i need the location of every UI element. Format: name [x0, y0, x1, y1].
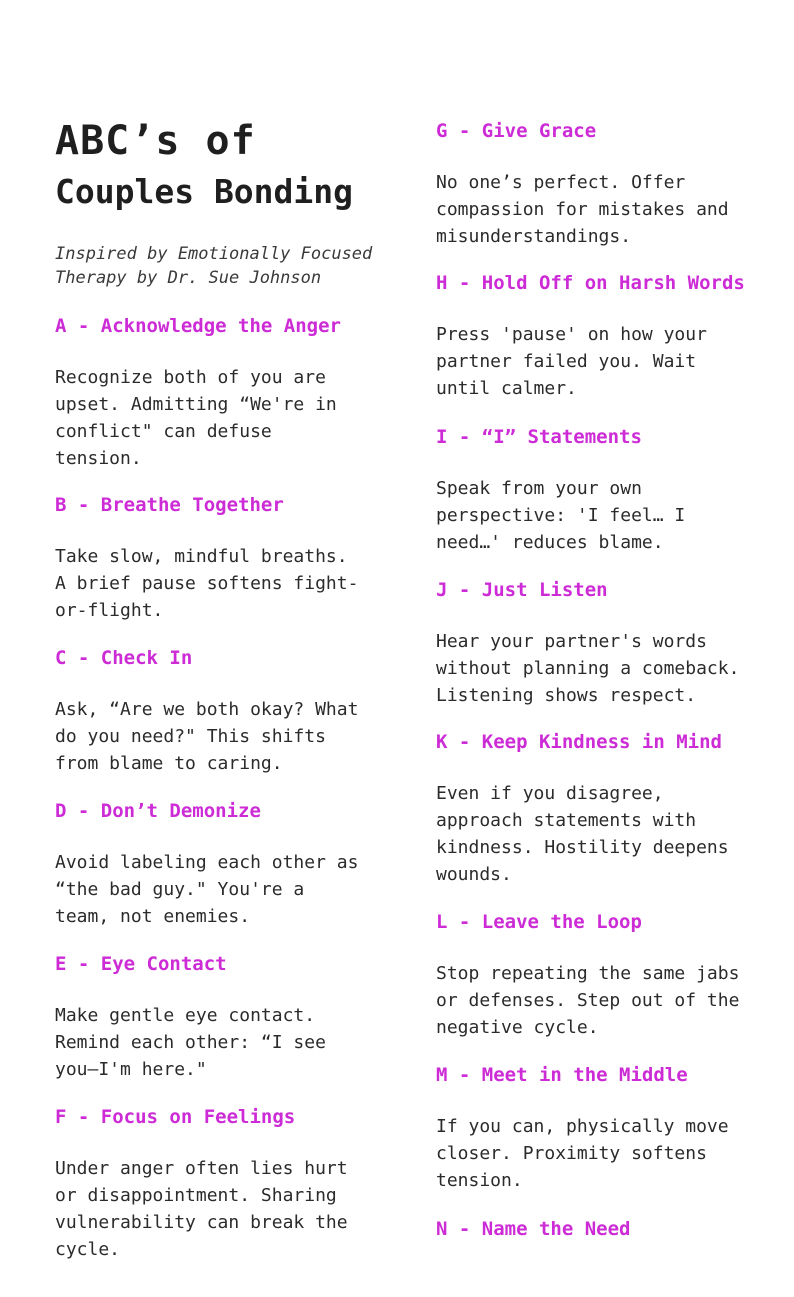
section-body: No one’s perfect. Offer compassion for mistakes and misunderstandings.	[436, 172, 729, 247]
section-e	[55, 952, 326, 1083]
section-body: Ask, “Are we both okay? What do you need?" This shifts from blame to caring.	[55, 699, 359, 774]
section-body: Recognize both of you are upset. Admitting “We're in conflict" can defuse tension.	[55, 367, 337, 469]
section-j	[436, 578, 739, 709]
section-heading: A - Acknowledge the Anger	[55, 315, 341, 337]
section-heading: E - Eye Contact	[55, 953, 227, 975]
section-body: Take slow, mindful breaths. A brief pause softens fight- or-flight.	[55, 546, 359, 621]
attribution-text: Inspired by Emotionally Focused Therapy by Dr. Sue Johnson	[55, 244, 373, 288]
section-l	[436, 910, 739, 1041]
section-b	[55, 493, 358, 624]
section-heading: G - Give Grace	[436, 120, 597, 142]
section-heading: I - “I” Statements	[436, 426, 642, 448]
section-a	[55, 314, 341, 472]
section-heading: M - Meet in the Middle	[436, 1064, 688, 1086]
section-body: Hear your partner's words without planning a comeback. Listening shows respect.	[436, 631, 740, 706]
section-d	[55, 799, 358, 930]
section-body: Avoid labeling each other as “the bad guy." You're a team, not enemies.	[55, 852, 359, 927]
section-body: Stop repeating the same jabs or defenses. Step out of the negative cycle.	[436, 963, 740, 1038]
section-body: Speak from your own perspective: 'I feel… I need…' reduces blame.	[436, 478, 686, 553]
section-heading: L - Leave the Loop	[436, 911, 642, 933]
section-body: Even if you disagree, approach statements with kindness. Hostility deepens wounds.	[436, 783, 729, 885]
section-g	[436, 119, 729, 250]
page-subtitle-title: Couples Bonding	[55, 172, 354, 211]
section-h	[436, 271, 745, 402]
section-body: Under anger often lies hurt or disappointment. Sharing vulnerability can break the cycle.	[55, 1158, 348, 1260]
section-heading: J - Just Listen	[436, 579, 608, 601]
section-heading: B - Breathe Together	[55, 494, 284, 516]
section-k	[436, 730, 729, 888]
section-heading: C - Check In	[55, 647, 193, 669]
section-heading: F - Focus on Feelings	[55, 1106, 296, 1128]
section-body: If you can, physically move closer. Proximity softens tension.	[436, 1116, 729, 1191]
section-heading: H - Hold Off on Harsh Words	[436, 272, 745, 294]
section-heading: K - Keep Kindness in Mind	[436, 731, 722, 753]
page-title: ABC’s of	[55, 118, 256, 164]
section-c	[55, 646, 358, 777]
section-n	[436, 1217, 630, 1241]
section-heading: D - Don’t Demonize	[55, 800, 261, 822]
section-m	[436, 1063, 729, 1194]
section-f	[55, 1105, 348, 1263]
section-body: Make gentle eye contact. Remind each other: “I see you—I'm here."	[55, 1005, 326, 1080]
section-i	[436, 425, 685, 556]
section-heading: N - Name the Need	[436, 1218, 631, 1240]
section-body: Press 'pause' on how your partner failed you. Wait until calmer.	[436, 324, 707, 399]
